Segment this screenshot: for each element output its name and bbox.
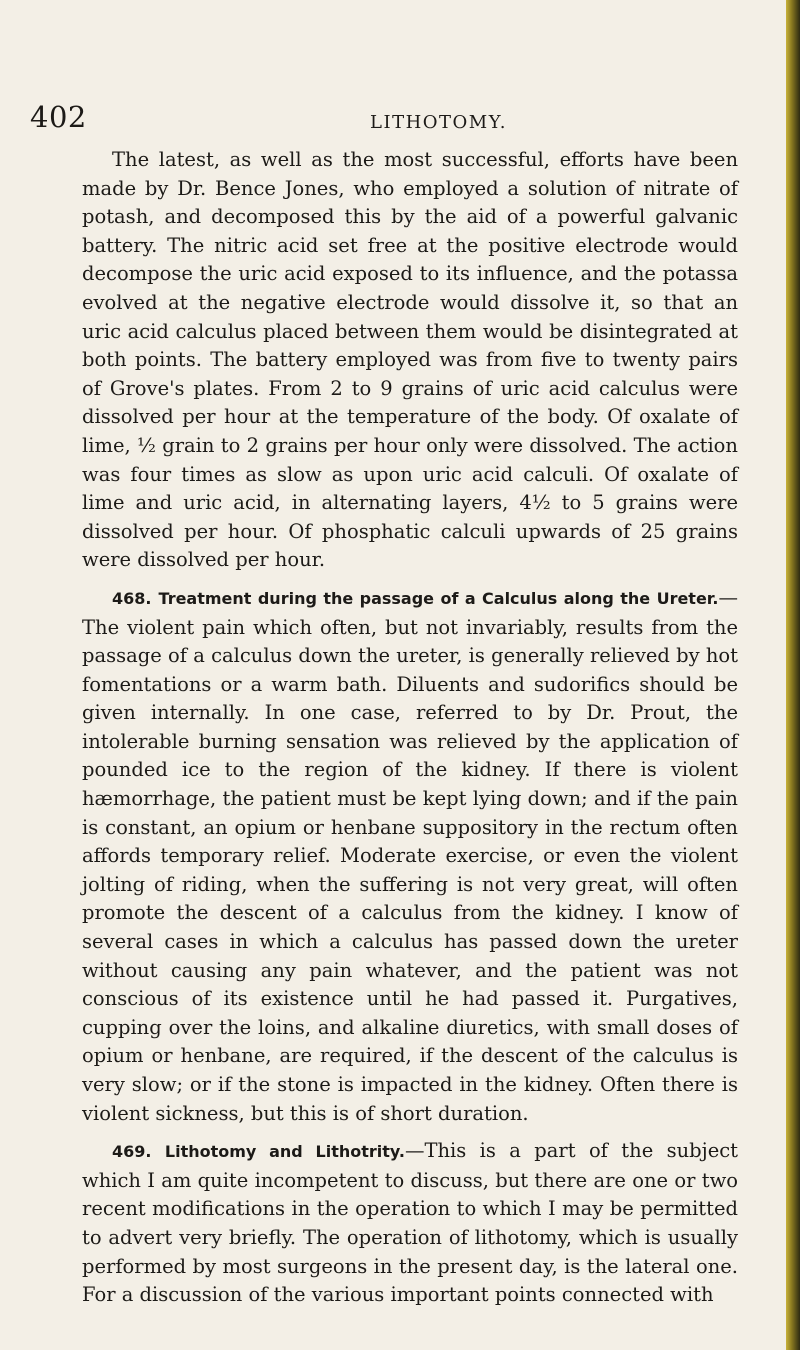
section-heading: Treatment during the passage of a Calculus along the Ureter. bbox=[158, 588, 719, 608]
body-text bbox=[82, 146, 738, 1310]
page-edge bbox=[786, 0, 800, 1350]
paragraph-text: —This is a part of the subject which I am quite incompetent to discuss, but there are one or two recent modifications in the operation to which I may be permitted to advert very briefly. The operation of lithotomy, which is usually performed by most surgeons in the present day, is the lateral one. For a discussion of the various important points connected with bbox=[82, 1139, 739, 1307]
page-header bbox=[30, 100, 750, 140]
paragraph-text: —The violent pain which often, but not invariably, results from the passage of a calculus down the ureter, is generally relieved by hot fomentations or a warm bath. Diluents and sudorifics should be given internally. In one case, referred to by Dr. Prout, the intolerable burning sensation was relieved by the application of pounded ice to the region of the kidney. If there is violent hæmorrhage, the patient must be kept lying down; and if the pain is constant, an opium or henbane suppository in the rectum often affords temporary relief. Moderate exercise, or even the violent jolting of riding, when the suffering is not very great, will often promote the descent of a calculus from the kidney. I know of several cases in which a calculus has passed down the ureter without causing any pain whatever, and the patient was not conscious of its existence until he had passed it. Purgatives, cupping over the loins, and alkaline diuretics, with small doses of opium or henbane, are required, if the descent of the calculus is very slow; or if the stone is impacted in the kidney. Often there is violent sickness, but this is of short duration. bbox=[82, 585, 738, 1125]
section-number: 469. bbox=[112, 1142, 152, 1162]
paragraph bbox=[82, 146, 738, 575]
page-number: 402 bbox=[30, 100, 87, 134]
section-heading: Lithotomy and Lithotrity. bbox=[164, 1142, 405, 1162]
paragraph bbox=[82, 584, 738, 1128]
section-number: 468. bbox=[112, 588, 152, 608]
running-title: LITHOTOMY. bbox=[370, 112, 508, 133]
paragraph-text: The latest, as well as the most successful, efforts have been made by Dr. Bence Jones, who employed a solution of nitrate of potash, and decomposed this by the aid of a powerful galvanic battery. The nitric acid set free at the positive electrode would decompose the uric acid exposed to its influence, and the potassa evolved at the negative electrode would dissolve it, so that an uric acid calculus placed between them would be disintegrated at both points. The battery employed was from five to twenty pairs of Grove's plates. From 2 to 9 grains of uric acid calculus were dissolved per hour at the temperature of the body. Of oxalate of lime, ½ grain to 2 grains per hour only were dissolved. The action was four times as slow as upon uric acid calculi. Of oxalate of lime and uric acid, in alternating layers, 4½ to 5 grains were dissolved per hour. Of phosphatic calculi upwards of 25 grains were dissolved per hour. bbox=[82, 148, 738, 572]
paragraph bbox=[82, 1137, 738, 1310]
